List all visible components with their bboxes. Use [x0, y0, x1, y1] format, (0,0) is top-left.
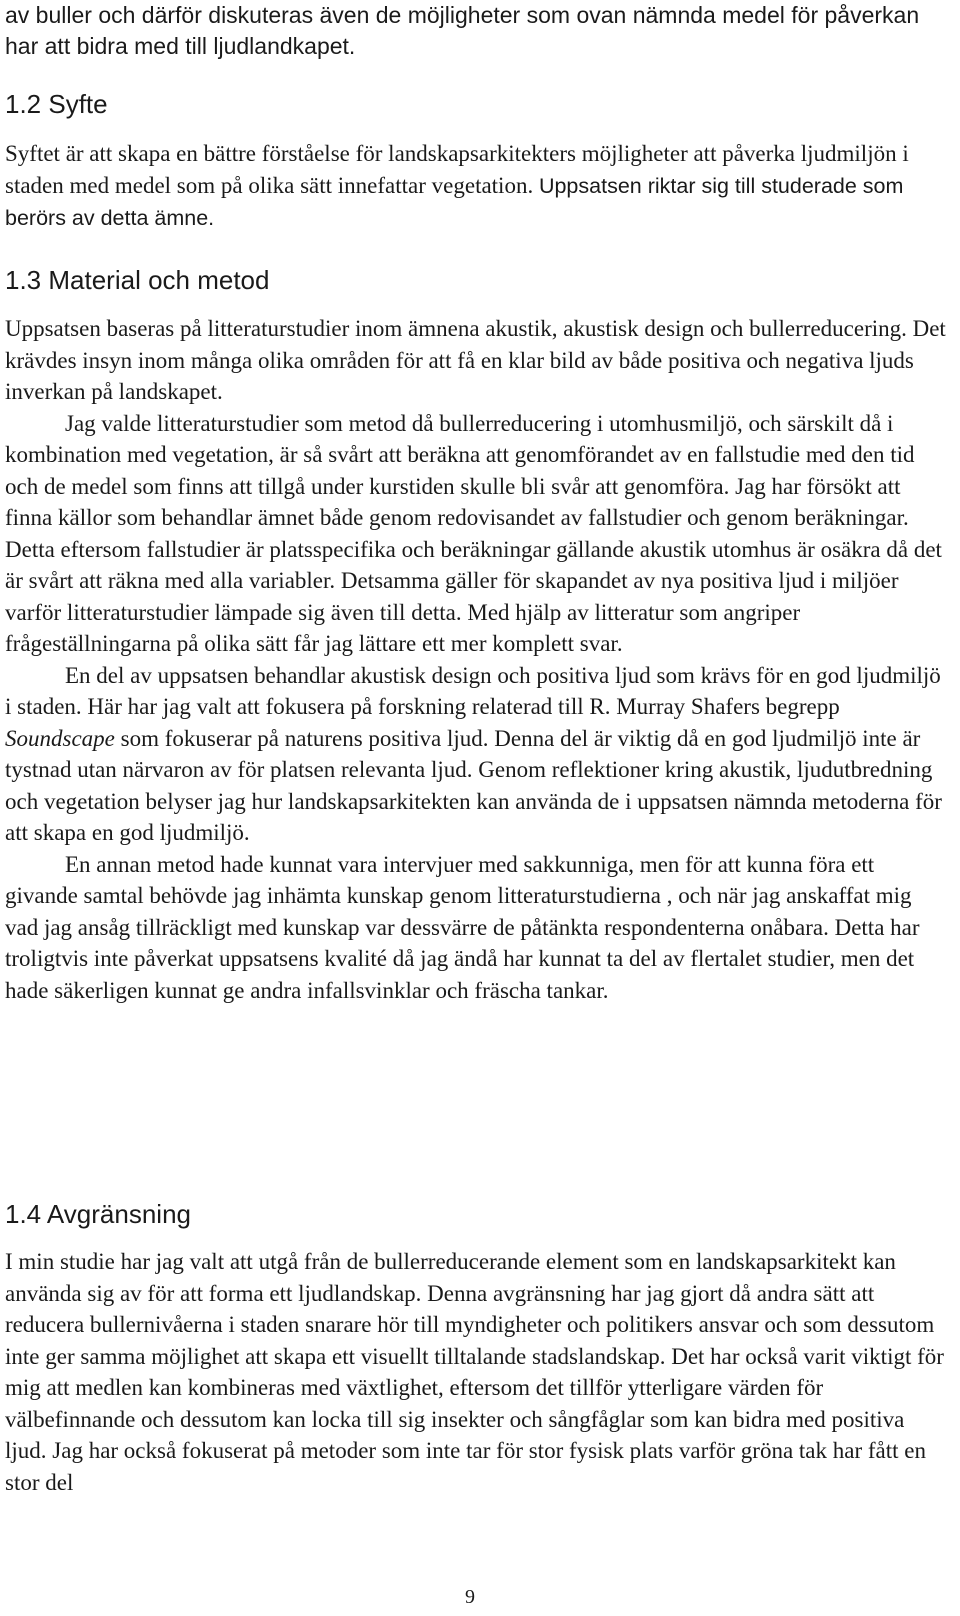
syfte-paragraph	[5, 138, 950, 235]
heading-avgransning: 1.4 Avgränsning	[5, 1199, 191, 1229]
metod-paragraph-3	[5, 660, 950, 849]
metod-p3-text-a: En del av uppsatsen behandlar akustisk design och positiva ljud som krävs för en god ljudmiljö i staden. Här har jag valt att fokusera på forskning relaterad till R. Murray Shafers begrepp	[5, 662, 941, 719]
heading-syfte: 1.2 Syfte	[5, 89, 108, 119]
metod-paragraph-2: Jag valde litteraturstudier som metod då bullerreducering i utomhusmiljö, och särskilt då i kombination med vegetation, är så svårt att beräkna att genomförandet av en fallstudie med den tid och de medel som finns att tillgå under kurstiden skulle bli svår att genomföra. Jag har försökt att finna källor som behandlar ämnet både genom redovisandet av fallstudier och genom beräkningar. Detta eftersom fallstudier är platsspecifika och beräkningar gällande akustik utomhus är osäkra då det är svårt att räkna med alla variabler. Detsamma gäller för skapandet av nya positiva ljud i miljöer varför litteraturstudier lämpade sig även till detta. Med hjälp av litteratur som angriper frågeställningarna på olika sätt får jag lättare ett mer komplett svar.	[5, 410, 942, 656]
soundscape-term: Soundscape	[5, 725, 115, 751]
heading-material-och-metod: 1.3 Material och metod	[5, 265, 270, 295]
metod-paragraph-1: Uppsatsen baseras på litteraturstudier inom ämnena akustik, akustisk design och bullerreducering. Det krävdes insyn inom många olika områden för att få en klar bild av både positiva och negativa ljuds inverkan på landskapet.	[5, 316, 946, 404]
intro-paragraph: av buller och därför diskuteras även de möjligheter som ovan nämnda medel för påverkan har att bidra med till ljudlandkapet.	[5, 2, 920, 59]
metod-p3-text-b: som fokuserar på naturens positiva ljud. Denna del är viktig då en god ljudmiljö inte är tystnad utan närvaron av för platsen relevanta ljud. Genom reflektioner kring akustik, ljudutbredning och vegetation belyser jag hur landskapsarkitekten kan använda de i uppsatsen nämnda metoderna för att skapa en god ljudmiljö.	[5, 725, 942, 845]
avgransning-paragraph: I min studie har jag valt att utgå från de bullerreducerande element som en landskapsarkitekt kan använda sig av för att forma ett ljudlandskap. Denna avgränsning har jag gjort då andra sätt att reducera bullernivåerna i staden snarare hör till myndigheter och politikers ansvar och som dessutom inte ger samma möjlighet att skapa ett visuellt tilltalande stadslandskap. Det har också varit viktigt för mig att medlen kan kombineras med växtlighet, eftersom det tillför ytterligare värden för välbefinnande och dessutom kan locka till sig insekter och sångfåglar som kan bidra med positiva ljud. Jag har också fokuserat på metoder som inte tar för stor fysisk plats varför gröna tak har fått en stor del	[5, 1249, 944, 1495]
metod-body	[5, 313, 950, 1006]
page-number: 9	[465, 1586, 475, 1608]
metod-paragraph-4: En annan metod hade kunnat vara intervjuer med sakkunniga, men för att kunna föra ett givande samtal behövde jag inhämta kunskap genom litteraturstudierna , och när jag anskaffat mig vad jag ansåg tillräckligt med kunskap var dessvärre de påtänkta respondenterna onåbara. Detta har troligtvis inte påverkat uppsatsens kvalité då jag ändå har kunnat ta del av flertalet studier, men det hade säkerligen kunnat ge andra infallsvinklar och fräscha tankar.	[5, 851, 920, 1003]
syfte-target-text: Uppsatsen riktar sig till studerade som berörs av detta ämne.	[5, 173, 904, 230]
syfte-text: Syftet är att skapa en bättre förståelse för landskapsarkitekters möjligheter att påverka ljudmiljön i staden med medel som på olika sätt innefattar vegetation.	[5, 141, 909, 198]
